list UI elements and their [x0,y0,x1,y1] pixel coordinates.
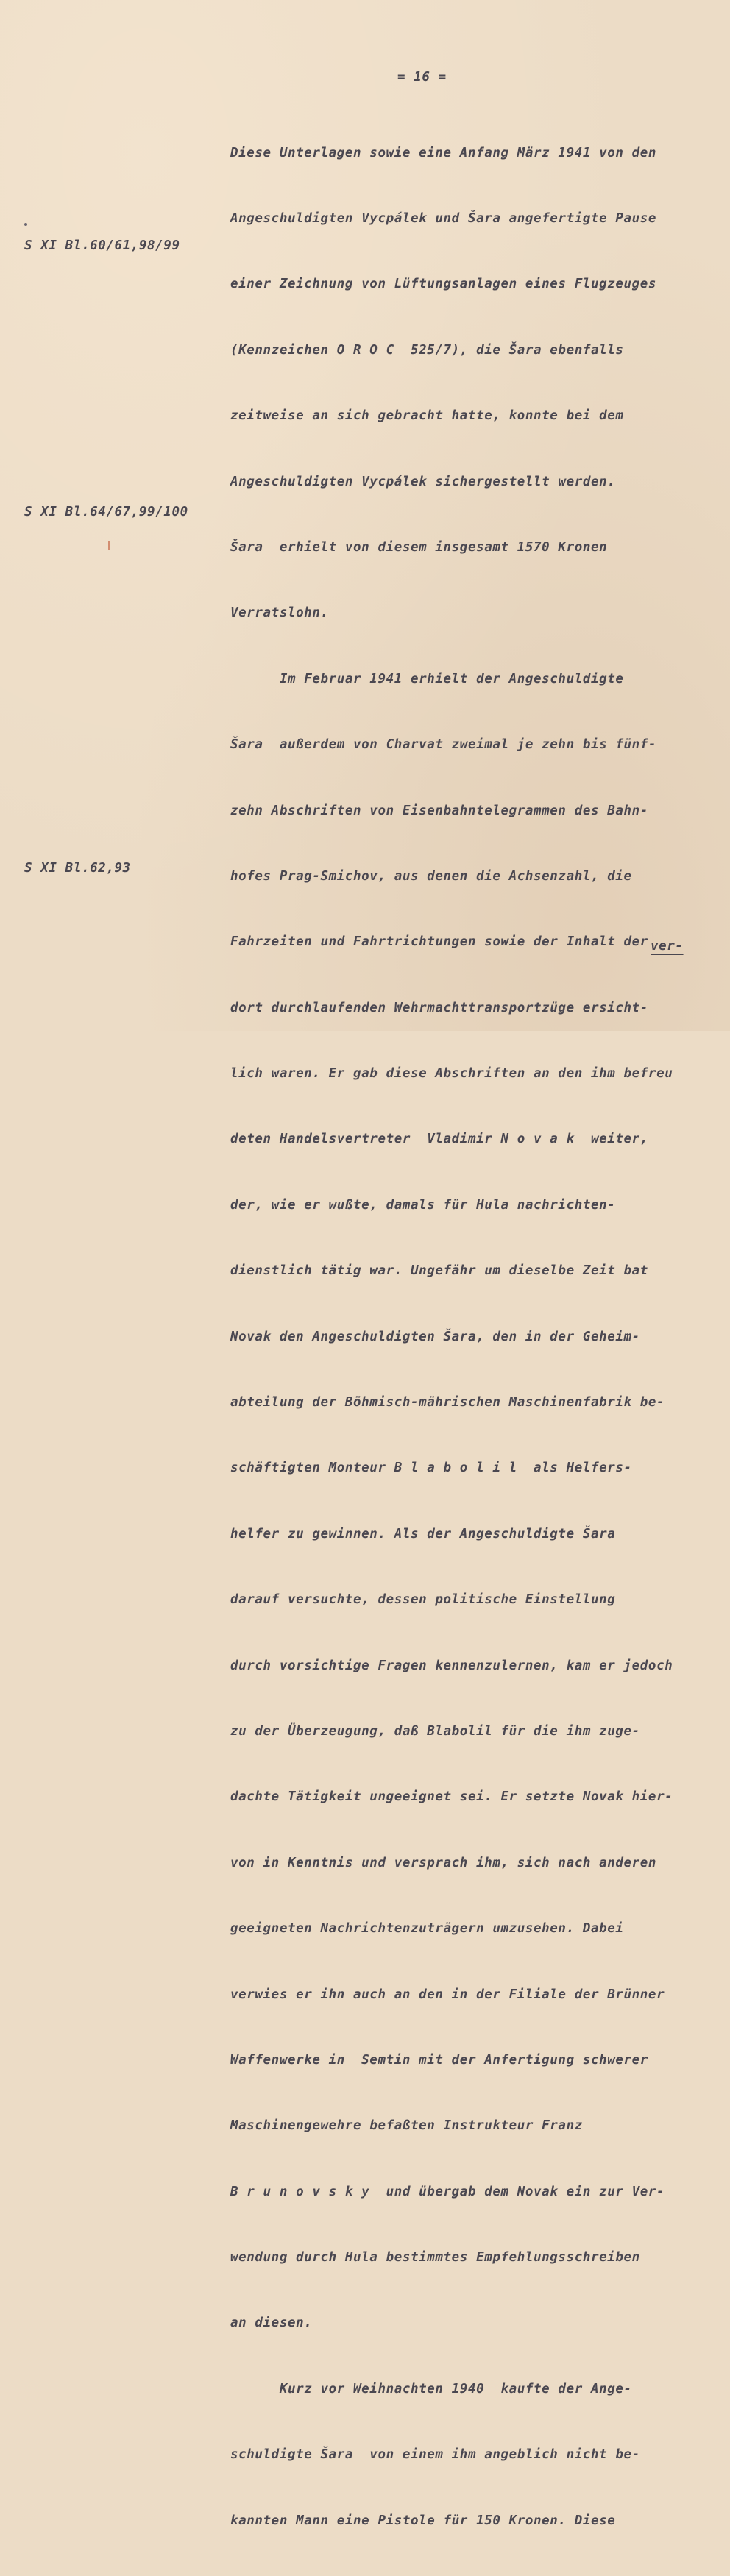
text-line: B r u n o v s k y und übergab dem Novak ein zur Ver- [230,2184,665,2199]
text-line: Maschinengewehre befaßten Instrukteur Franz [230,2118,583,2134]
text-line: Angeschuldigten Vycpálek und Šara angefertigte Pause [230,210,657,226]
text-line: hofes Prag-Smichov, aus denen die Achsenzahl, die [230,868,632,884]
text-line: Kurz vor Weihnachten 1940 kaufte der Ange- [230,2381,632,2396]
margin-reference: S XI Bl.60/61,98/99 [24,238,180,253]
text-line: deten Handelsvertreter Vladimir N o v a k weiter, [230,1132,648,1147]
text-line: Diese Unterlagen sowie eine Anfang März 1941 von den [230,145,657,160]
text-line: dienstlich tätig war. Ungefähr um dieselbe Zeit bat [230,1263,648,1279]
text-line: schuldigte Šara von einem ihm angeblich nicht be- [230,2447,640,2463]
red-pencil-mark [108,541,110,550]
text-line: Verratslohn. [230,606,329,621]
text-line: darauf versuchte, dessen politische Einstellung [230,1592,616,1608]
text-line: (Kennzeichen O R O C 525/7), die Šara ebenfalls [230,342,624,358]
continuation-word: ver- [651,939,684,954]
text-line: zeitweise an sich gebracht hatte, konnte bei dem [230,408,624,424]
text-line: schäftigten Monteur B l a b o l i l als Helfers- [230,1461,632,1476]
margin-reference: S XI Bl.62,93 [24,861,131,876]
text-line: der, wie er wußte, damals für Hula nachrichten- [230,1197,616,1213]
text-line: an diesen. [230,2316,313,2331]
text-line: kannten Mann eine Pistole für 150 Kronen. Diese [230,2513,616,2528]
page-number: = 16 = [397,70,447,85]
margin-reference: S XI Bl.64/67,99/100 [24,505,188,519]
text-line: einer Zeichnung von Lüftungsanlagen eines Flugzeuges [230,277,657,292]
text-line: zehn Abschriften von Eisenbahntelegrammen des Bahn- [230,803,648,818]
text-line: Fahrzeiten und Fahrtrichtungen sowie der Inhalt der [230,934,648,950]
text-line: Šara außerdem von Charvat zweimal je zehn bis fünf- [230,737,657,753]
text-line: von in Kenntnis und versprach ihm, sich nach anderen [230,1855,657,1870]
text-line: zu der Überzeugung, daß Blabolil für die ihm zuge- [230,1723,640,1739]
text-line: Novak den Angeschuldigten Šara, den in der Geheim- [230,1329,640,1344]
text-line: dachte Tätigkeit ungeeignet sei. Er setzte Novak hier- [230,1789,673,1805]
text-line: abteilung der Böhmisch-mährischen Maschinenfabrik be- [230,1395,665,1411]
text-line: helfer zu gewinnen. Als der Angeschuldigte Šara [230,1526,616,1541]
text-line: lich waren. Er gab diese Abschriften an den ihm befreu [230,1066,673,1082]
text-line: Waffenwerke in Semtin mit der Anfertigung schwerer [230,2052,648,2068]
text-line: geeigneten Nachrichtenzuträgern umzusehen. Dabei [230,1921,624,1937]
body-text [230,99,673,2576]
text-line: Angeschuldigten Vycpálek sichergestellt werden. [230,474,616,489]
text-line: Im Februar 1941 erhielt der Angeschuldigte [230,671,624,686]
text-line: durch vorsichtige Fragen kennenzulernen, kam er jedoch [230,1658,673,1673]
text-line: Šara erhielt von diesem insgesamt 1570 Kronen [230,539,608,555]
text-line: dort durchlaufenden Wehrmachttransportzüge ersicht- [230,1000,648,1015]
text-line: wendung durch Hula bestimmtes Empfehlungsschreiben [230,2250,640,2265]
text-line: verwies er ihn auch an den in der Filiale der Brünner [230,1987,665,2002]
ink-dot [24,223,27,226]
